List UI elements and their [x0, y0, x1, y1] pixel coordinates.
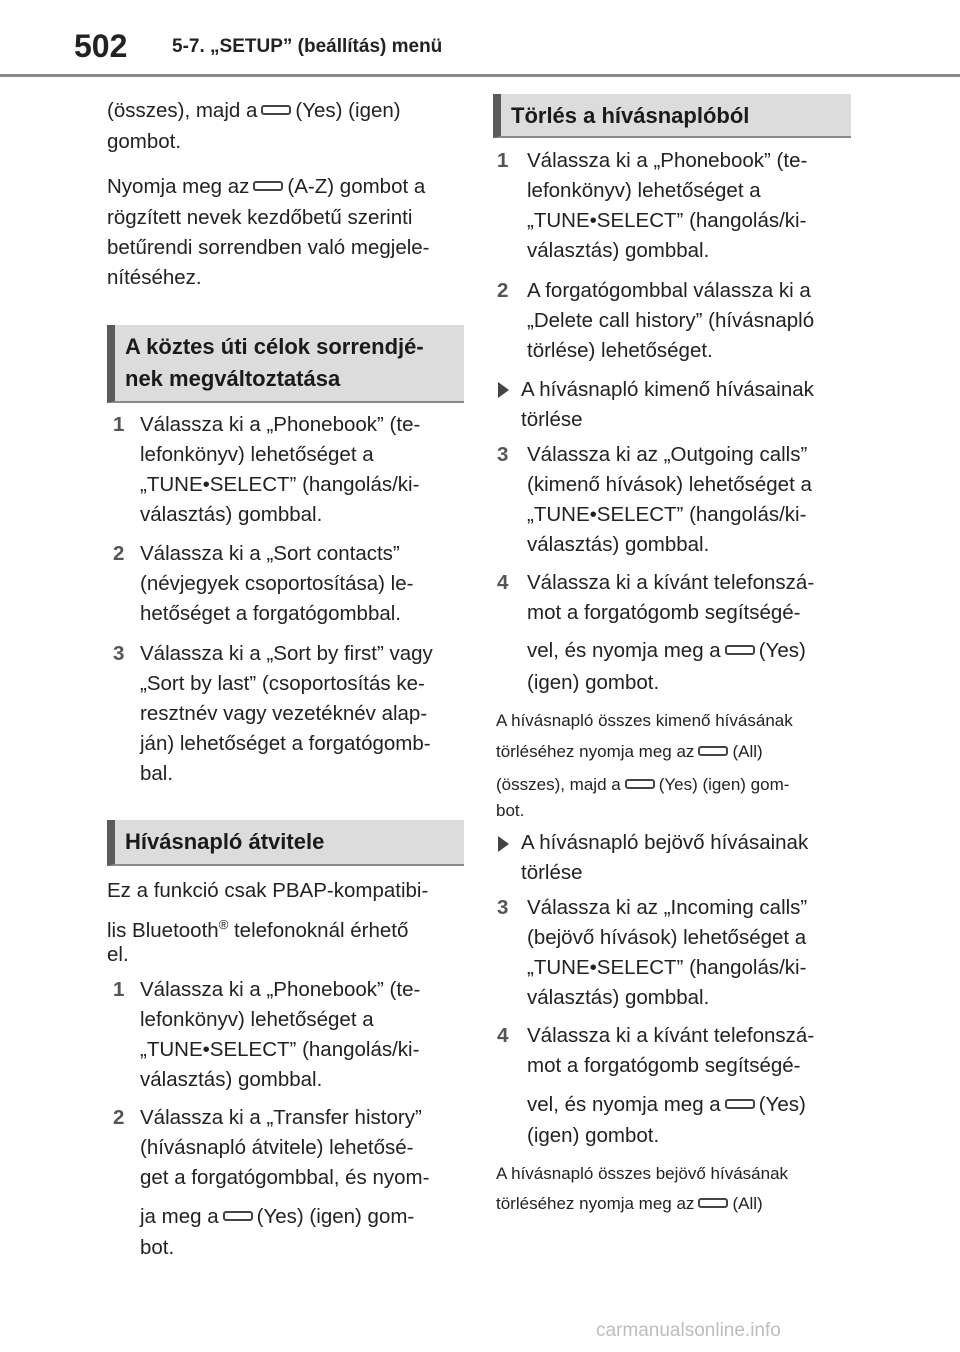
step-line: Válassza ki a „Transfer history”: [140, 1106, 422, 1129]
step-line: vel, és nyomja meg a (Yes): [527, 639, 806, 662]
step-line: (igen) gombot.: [527, 671, 660, 694]
step-number: 3: [497, 896, 509, 919]
header-rule: [0, 74, 960, 77]
subheading-line: A hívásnapló kimenő hívásainak: [521, 378, 814, 401]
step-line: ja meg a (Yes) (igen) gom-: [140, 1205, 415, 1228]
subheading-line: törlése: [521, 408, 583, 431]
step-line: get a forgatógombbal, és nyom-: [140, 1166, 430, 1189]
subheading-line: törlése: [521, 861, 583, 884]
paragraph-line: lis Bluetooth® telefonoknál érhető: [107, 917, 409, 942]
triangle-bullet-icon: [498, 836, 509, 852]
step-number: 2: [113, 1106, 125, 1129]
step-line: Válassza ki a „Phonebook” (te-: [140, 978, 421, 1001]
note-line: A hívásnapló összes bejövő hívásának: [496, 1164, 789, 1183]
step-line: választás) gombbal.: [527, 533, 710, 556]
watermark: carmanualsonline.info: [596, 1320, 781, 1341]
step-line: „Sort by last” (csoportosítás ke-: [140, 672, 425, 695]
step-line: hetőséget a forgatógombbal.: [140, 602, 401, 625]
subheading-line: A hívásnapló bejövő hívásainak: [521, 831, 809, 854]
note-line: bot.: [496, 801, 525, 820]
step-line: mot a forgatógomb segítségé-: [527, 601, 801, 624]
paragraph-line: (összes), majd a (Yes) (igen): [107, 99, 401, 122]
paragraph-line: Nyomja meg az (A-Z) gombot a: [107, 175, 426, 198]
section-heading: Törlés a hívásnaplóból: [493, 94, 851, 138]
step-number: 2: [497, 279, 509, 302]
step-line: (névjegyek csoportosítása) le-: [140, 572, 414, 595]
step-line: lefonkönyv) lehetőséget a: [140, 1008, 374, 1031]
step-line: választás) gombbal.: [527, 239, 710, 262]
step-line: (bejövő hívások) lehetőséget a: [527, 926, 807, 949]
section-title: 5-7. „SETUP” (beállítás) menü: [172, 36, 443, 57]
step-number: 3: [113, 642, 125, 665]
button-icon: [725, 645, 755, 655]
step-line: törlése) lehetőséget.: [527, 339, 713, 362]
step-number: 4: [497, 1024, 509, 1047]
step-number: 1: [113, 978, 125, 1001]
step-number: 1: [497, 149, 509, 172]
step-line: „TUNE•SELECT” (hangolás/ki-: [140, 473, 420, 496]
paragraph-line: nítéséhez.: [107, 266, 202, 289]
step-line: „Delete call history” (hívásnapló: [527, 309, 815, 332]
step-line: mot a forgatógomb segítségé-: [527, 1054, 801, 1077]
button-icon: [698, 1198, 728, 1208]
button-icon: [725, 1099, 755, 1109]
button-icon: [223, 1211, 253, 1221]
step-line: Válassza ki a kívánt telefonszá-: [527, 1024, 815, 1047]
page-number: 502: [74, 28, 128, 64]
paragraph-line: rögzített nevek kezdőbetű szerinti: [107, 206, 413, 229]
step-line: bot.: [140, 1236, 175, 1259]
step-number: 1: [113, 413, 125, 436]
step-line: (hívásnapló átvitele) lehetősé-: [140, 1136, 414, 1159]
step-line: Válassza ki a „Sort contacts”: [140, 542, 400, 565]
step-line: bal.: [140, 762, 174, 785]
triangle-bullet-icon: [498, 382, 509, 398]
step-line: lefonkönyv) lehetőséget a: [527, 179, 761, 202]
paragraph-line: betűrendi sorrendben való megjele-: [107, 236, 430, 259]
step-line: választás) gombbal.: [140, 503, 323, 526]
paragraph-line: gombot.: [107, 130, 182, 153]
step-line: „TUNE•SELECT” (hangolás/ki-: [527, 209, 807, 232]
step-line: „TUNE•SELECT” (hangolás/ki-: [527, 956, 807, 979]
paragraph-line: Ez a funkció csak PBAP-kompatibi-: [107, 879, 429, 902]
note-line: (összes), majd a (Yes) (igen) gom-: [496, 775, 790, 794]
step-line: lefonkönyv) lehetőséget a: [140, 443, 374, 466]
step-line: (kimenő hívások) lehetőséget a: [527, 473, 812, 496]
page-header: [0, 0, 960, 78]
step-line: Válassza ki az „Outgoing calls”: [527, 443, 808, 466]
step-line: „TUNE•SELECT” (hangolás/ki-: [140, 1038, 420, 1061]
step-line: ján) lehetőséget a forgatógomb-: [140, 732, 431, 755]
note-line: törléséhez nyomja meg az (All): [496, 742, 763, 761]
step-line: vel, és nyomja meg a (Yes): [527, 1093, 806, 1116]
step-number: 4: [497, 571, 509, 594]
step-line: Válassza ki a kívánt telefonszá-: [527, 571, 815, 594]
step-line: A forgatógombbal válassza ki a: [527, 279, 811, 302]
step-number: 3: [497, 443, 509, 466]
button-icon: [625, 779, 655, 789]
note-line: A hívásnapló összes kimenő hívásának: [496, 711, 793, 730]
section-heading: Hívásnapló átvitele: [107, 820, 464, 866]
registered-mark: ®: [218, 917, 229, 932]
step-number: 2: [113, 542, 125, 565]
button-icon: [253, 181, 283, 191]
step-line: Válassza ki az „Incoming calls”: [527, 896, 808, 919]
section-heading: A köztes úti célok sorrendjé- nek megváltoztatása: [107, 325, 464, 403]
paragraph-line: el.: [107, 943, 129, 966]
step-line: Válassza ki a „Sort by first” vagy: [140, 642, 433, 665]
step-line: (igen) gombot.: [527, 1124, 660, 1147]
step-line: Válassza ki a „Phonebook” (te-: [140, 413, 421, 436]
step-line: „TUNE•SELECT” (hangolás/ki-: [527, 503, 807, 526]
step-line: Válassza ki a „Phonebook” (te-: [527, 149, 808, 172]
note-line: törléséhez nyomja meg az (All): [496, 1194, 763, 1213]
step-line: választás) gombbal.: [527, 986, 710, 1009]
button-icon: [698, 746, 728, 756]
button-icon: [261, 105, 291, 115]
step-line: resztnév vagy vezetéknév alap-: [140, 702, 428, 725]
step-line: választás) gombbal.: [140, 1068, 323, 1091]
